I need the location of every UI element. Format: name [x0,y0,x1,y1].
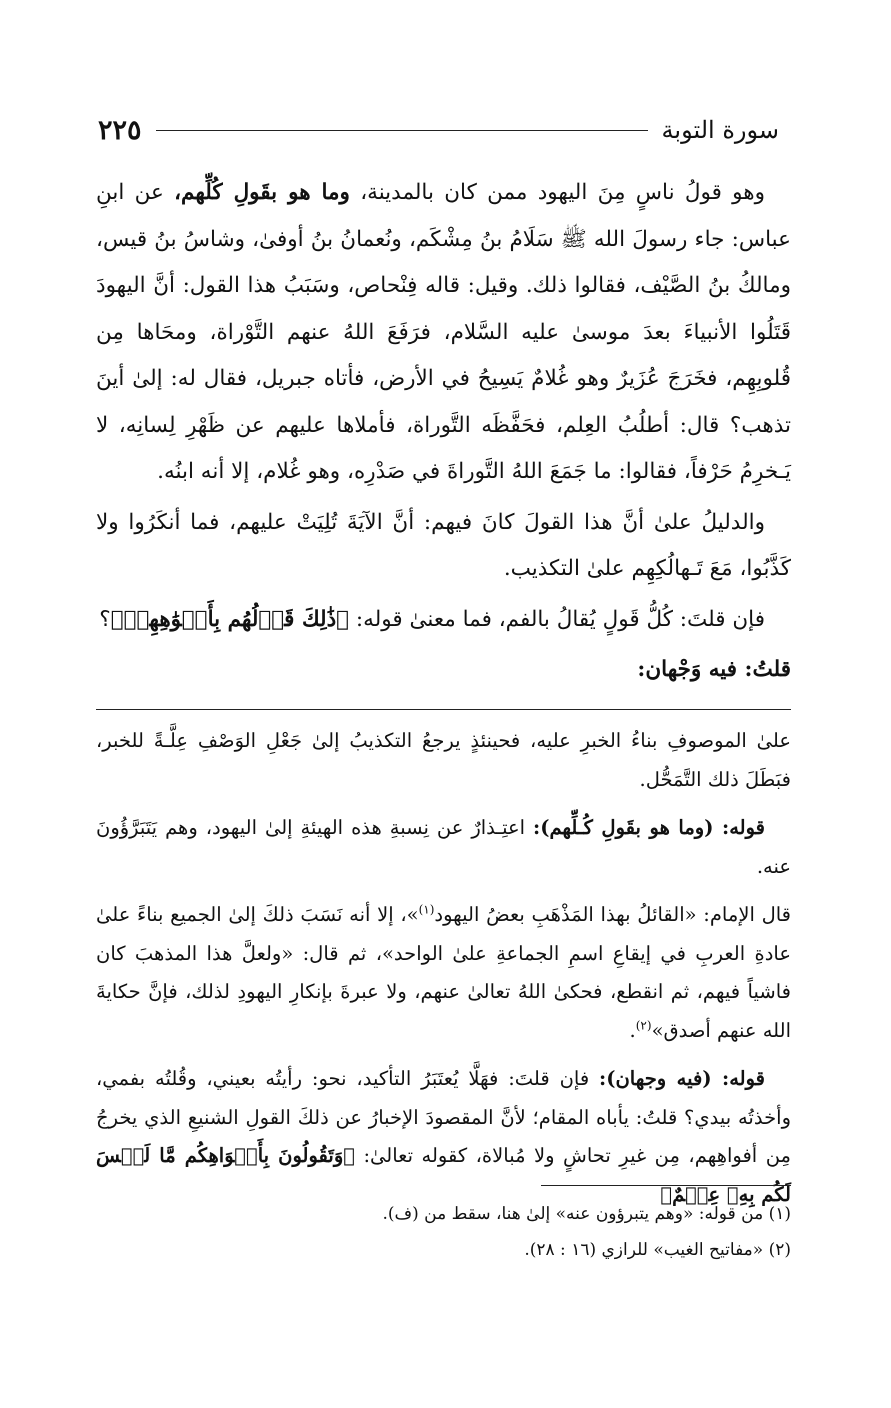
main-paragraph-3 [96,597,791,644]
lemma: قوله: (فيه وجهان): [599,1067,765,1090]
footnote-ref-2[interactable]: (٢) [635,1018,652,1032]
quoted-phrase: وما هو بقَولِ كُلِّهم، [174,180,350,205]
text-run: »، إلا أنه نَسَبَ ذلكَ إلىٰ الجميع بناءً علىٰ عادةِ العربِ في إيقاعِ اسمِ الجماعةِ علىٰ الواحد»، ثم قال: «ولعلَّ هذا المذهبَ كان فاشياً فيهم، ثم انقطع، فحكىٰ اللهُ تعالىٰ عنهم، ولا عبرةَ بإنكارِ اليهودِ لذلك، فإنَّ حكايةَ الله عنهم أصدق» [96,903,791,1042]
footnote-2: (٢) «مفاتيح الغيب» للرازي (١٦ : ٢٨). [524,1240,791,1260]
footnote-rule [541,1185,791,1186]
footnote-ref-1[interactable]: (١) [418,902,435,917]
main-paragraph-1 [96,170,791,496]
main-text [96,170,791,698]
quran-verse: ﴿ذَٰلِكَ قَوۡلُهُم بِأَفۡوَٰهِهِمۡ﴾ [110,606,350,632]
section-divider [96,709,791,710]
lemma: قوله: (وما هو بقَولِ كُـلِّهم): [533,816,765,839]
running-header [98,108,779,152]
commentary-text [96,722,791,1224]
main-paragraph-4: قلتُ: فيه وَجْهان: [637,657,791,682]
surah-name: سورة التوبة [661,116,779,144]
quran-verse: ﴿وَتَقُولُونَ بِأَفۡوَاهِكُم مَّا لَيۡسَ لَكُم بِهِۦ عِلۡمٌ﴾ [96,1144,791,1206]
commentary-paragraph-3 [96,896,791,1050]
text-run: عن ابنِ عباس: جاء رسولَ الله ﷺ سَلَامُ بنُ مِشْكَم، ونُعمانُ بنُ أوفىٰ، وشاسُ بنُ قيس، ومالكُ بنُ الصَّيْف، فقالوا ذلك. وقيل: قاله فِنْحاص، وسَبَبُ هذا القول: أنَّ اليهودَ قَتَلُوا الأنبياءَ بعدَ موسىٰ عليه السَّلام، فرَفَعَ اللهُ عنهم التَّوْراة، ومحَاها مِن قُلوبِهِم، فخَرَجَ عُزَيرٌ وهو غُلامٌ يَسِيحُ في الأرض، فأتاه جبريل، فقال له: إلىٰ أينَ تذهب؟ قال: أطلُبُ العِلم، فحَفَّظَه التَّوراة، فأملاها عليهم عن ظَهْرِ لِسانِه، لا يَـخرِمُ حَرْفاً، فقالوا: ما جَمَعَ اللهُ التَّوراةَ في صَدْرِه، وهو غُلام، إلا أنه ابنُه. [96,180,791,484]
text-run: ؟ [99,606,111,632]
commentary-paragraph-2 [96,809,791,886]
text-run: فإن قلتَ: فهَلَّا يُعتَبَرُ التأكيد، نحو: رأيتُه بعيني، وقُلتُه بفمي، وأخذتُه بيدي؟ قلتُ: يأباه المقام؛ لأنَّ المقصودَ الإخبارُ عن ذلكَ القولِ الشنيعِ الذي يخرجُ مِن أفواهِهم، مِن غيرِ تحاشٍ ولا مُبالاة، كقوله تعالىٰ: [96,1067,791,1167]
text-run: وهو قولُ ناسٍ مِنَ اليهود ممن كان بالمدينة، [349,180,765,205]
text-run: اعتِـذارٌ عن نِسبةِ هذه الهيئةِ إلىٰ اليهود، وهم يَتَبَرَّؤُونَ عنه. [96,816,791,878]
header-rule [156,130,648,131]
footnotes [96,1196,791,1268]
page-number: ٢٢٥ [98,114,142,146]
text-run: . [629,1018,636,1042]
text-run: فإن قلتَ: كُلُّ قَولٍ يُقالُ بالفم، فما معنىٰ قوله: [349,606,765,632]
commentary-paragraph-4 [96,1060,791,1214]
footnote-1: (١) من قوله: «وهم يتبرؤون عنه» إلىٰ هنا، سقط من (ف). [382,1204,791,1224]
text-run: قال الإمام: «القائلُ بهذا المَذْهَبِ بعضُ اليهود [434,903,791,926]
main-paragraph-2: والدليلُ علىٰ أنَّ هذا القولَ كانَ فيهم: أنَّ الآيَةَ تُلِيَتْ عليهم، فما أنكَرُوا ولا كَذَّبُوا، مَعَ تَـهالُكِهِم علىٰ التكذيب. [96,509,791,581]
commentary-paragraph-1: علىٰ الموصوفِ بناءُ الخبرِ عليه، فحينئذٍ يرجعُ التكذيبُ إلىٰ جَعْلِ الوَصْفِ عِلَّـةً للخبر، فبَطَلَ ذلك التَّمَحُّل. [96,729,791,791]
